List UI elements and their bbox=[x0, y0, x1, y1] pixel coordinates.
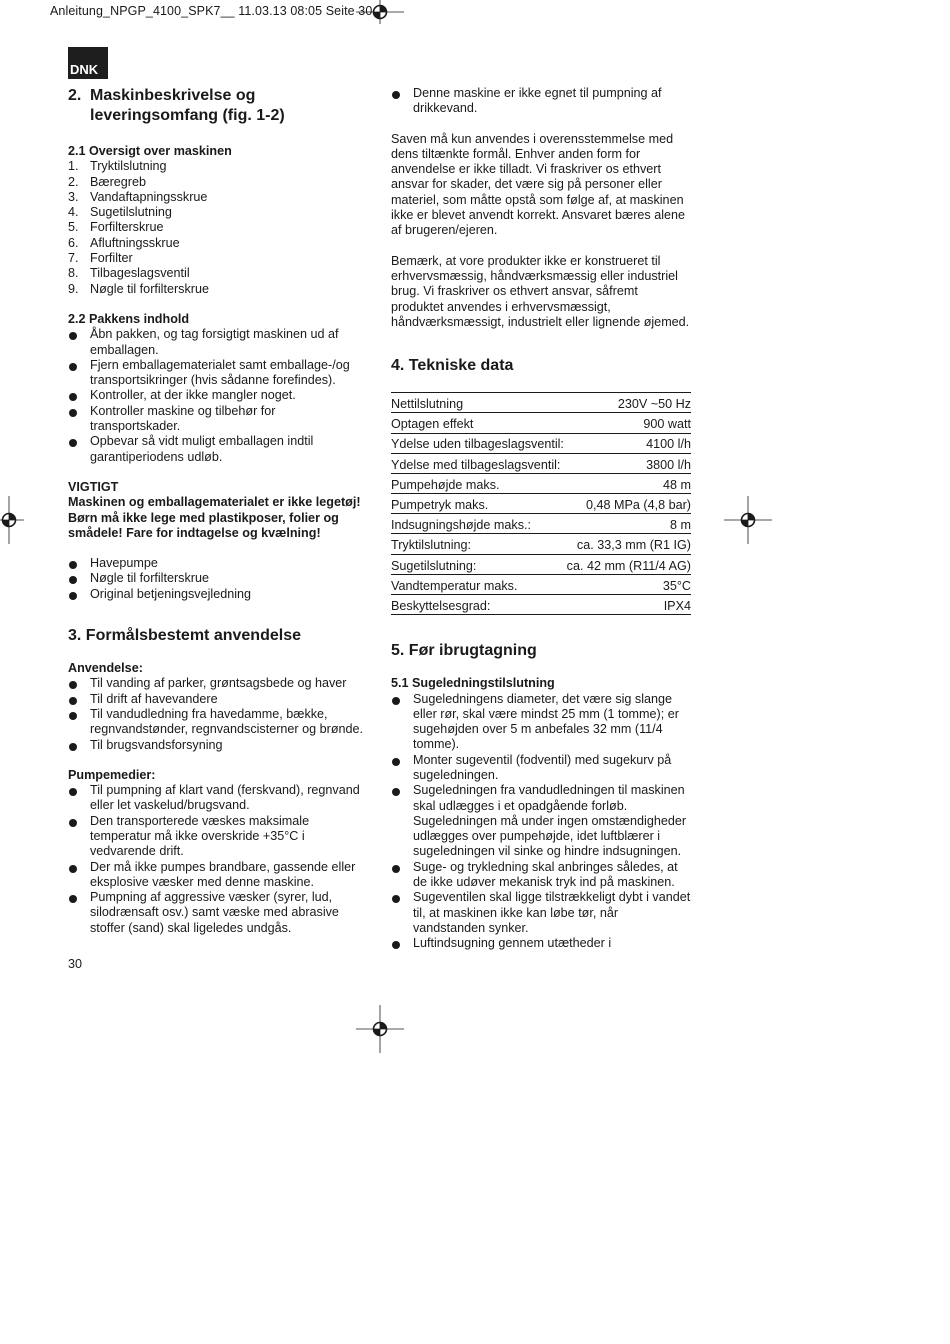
list-item: Suge- og trykledning skal anbringes således, at de ikke udøver mekanisk tryk ind på maskinen. bbox=[391, 860, 691, 891]
list-item: Fjern emballagematerialet samt emballage-/og transportsikringer (hvis sådanne forefindes). bbox=[68, 358, 368, 389]
list-item: Åbn pakken, og tag forsigtigt maskinen ud af emballagen. bbox=[68, 327, 368, 358]
section-5-heading: 5. Før ibrugtagning bbox=[391, 642, 537, 660]
bullet-icon bbox=[392, 865, 400, 873]
media-label: Pumpemedier: bbox=[68, 767, 156, 782]
bullet-icon bbox=[69, 439, 77, 447]
list-item: Kontroller, at der ikke mangler noget. bbox=[68, 388, 368, 403]
contents-list bbox=[68, 556, 368, 602]
list-item: 3. Vandaftapningsskrue bbox=[68, 189, 208, 204]
list-item: Sugeventilen skal ligge tilstrækkeligt dybt i vandet til, at maskinen ikke kan løbe tør, når vandstanden synker. bbox=[391, 890, 691, 936]
bullet-icon bbox=[392, 91, 400, 99]
table-row: Optagen effekt 900 watt bbox=[391, 413, 691, 433]
bullet-icon bbox=[69, 561, 77, 569]
warning-title: VIGTIGT bbox=[68, 479, 119, 494]
bullet-icon bbox=[69, 743, 77, 751]
table-row: Ydelse uden tilbageslagsventil: 4100 l/h bbox=[391, 433, 691, 453]
list-item: 5. Forfilterskrue bbox=[68, 220, 164, 235]
tech-data-table bbox=[391, 392, 691, 615]
list-item: Kontroller maskine og tilbehør for transportskader. bbox=[68, 404, 368, 435]
bullet-icon bbox=[69, 681, 77, 689]
subsection-5-1-heading: 5.1 Sugeledningstilslutning bbox=[391, 676, 555, 691]
subsection-2-1-heading: 2.1 Oversigt over maskinen bbox=[68, 144, 232, 158]
bullet-icon bbox=[392, 941, 400, 949]
bullet-icon bbox=[69, 393, 77, 401]
list-item: 9. Nøgle til forfilterskrue bbox=[68, 281, 209, 296]
bullet-icon bbox=[69, 697, 77, 705]
print-slug: Anleitung_NPGP_4100_SPK7__ 11.03.13 08:05 Seite 30 bbox=[50, 4, 373, 18]
list-item: Monter sugeventil (fodventil) med sugekurv på sugeledningen. bbox=[391, 753, 691, 784]
bullet-icon bbox=[392, 758, 400, 766]
list-item: Den transporterede væskes maksimale temperatur må ikke overskride +35°C i vedvarende drift. bbox=[68, 814, 368, 860]
bullet-icon bbox=[69, 788, 77, 796]
commercial-use-paragraph: Bemærk, at vore produkter ikke er konstrueret til erhvervsmæssig, håndværksmæssig eller industriel brug. Vi fraskriver os ethvert ansvar, såfremt produktet anvendes i erhvervsmæssigt, håndværksmæssigt, industrielt eller lignende øjemed. bbox=[391, 253, 690, 329]
list-item: Til vanding af parker, grøntsagsbede og haver bbox=[68, 676, 368, 691]
table-row: Tryktilslutning: ca. 33,3 mm (R1 IG) bbox=[391, 534, 691, 554]
list-item: Til pumpning af klart vand (ferskvand), regnvand eller let vaskelud/brugsvand. bbox=[68, 783, 368, 814]
table-row: Nettilslutning 230V ~50 Hz bbox=[391, 393, 691, 413]
list-item: 8. Tilbageslagsventil bbox=[68, 266, 190, 281]
list-item: 7. Forfilter bbox=[68, 251, 133, 266]
subsection-2-2-heading: 2.2 Pakkens indhold bbox=[68, 311, 190, 326]
list-item: Original betjeningsvejledning bbox=[68, 587, 368, 602]
package-steps-list bbox=[68, 327, 368, 465]
bullet-icon bbox=[392, 895, 400, 903]
bullet-icon bbox=[69, 592, 77, 600]
bullet-icon bbox=[392, 788, 400, 796]
bullet-icon bbox=[69, 865, 77, 873]
table-row: Pumpetryk maks. 0,48 MPa (4,8 bar) bbox=[391, 494, 691, 514]
list-item: Opbevar så vidt muligt emballagen indtil garantiperiodens udløb. bbox=[68, 434, 368, 465]
left-column bbox=[68, 86, 368, 936]
table-row: Beskyttelsesgrad: IPX4 bbox=[391, 595, 691, 615]
list-item: Nøgle til forfilterskrue bbox=[68, 571, 368, 586]
list-item: Til drift af havevandere bbox=[68, 692, 368, 707]
bullet-icon bbox=[69, 712, 77, 720]
registration-mark-bottom-icon bbox=[356, 1005, 404, 1053]
list-item: Pumpning af aggressive væsker (syrer, lud, silodrænsaft osv.) samt væske med abrasive stoffer (sand) skal ligeledes undgås. bbox=[68, 890, 368, 936]
section-3-heading: 3. Formålsbestemt anvendelse bbox=[68, 627, 301, 645]
media-list bbox=[68, 783, 368, 936]
bullet-icon bbox=[69, 895, 77, 903]
bullet-icon bbox=[69, 332, 77, 340]
list-item: 6. Afluftningsskrue bbox=[68, 235, 180, 250]
usage-list bbox=[68, 676, 368, 752]
table-row: Vandtemperatur maks. 35°C bbox=[391, 574, 691, 594]
list-item: 4. Sugetilslutning bbox=[68, 205, 172, 220]
list-item: Sugeledningens diameter, det være sig slange eller rør, skal være mindst 25 mm (1 tomme); er sugehøjden over 5 m anbefales 32 mm (11/4 tomme). bbox=[391, 692, 691, 753]
section-2-heading: 2. Maskinbeskrivelse og leveringsomfang (fig. 1-2) bbox=[68, 87, 285, 124]
list-item: Luftindsugning gennem utætheder i bbox=[391, 936, 691, 951]
bullet-icon bbox=[69, 576, 77, 584]
list-item: Der må ikke pumpes brandbare, gassende eller eksplosive væsker med denne maskine. bbox=[68, 860, 368, 891]
registration-mark-left-icon bbox=[0, 496, 24, 544]
list-item: Sugeledningen fra vandudledningen til maskinen skal udlægges i et opadgående forløb. Sugeledningen må under ingen omstændigheder udlægges over pumpehøjde, idet luftblærer i sugeledningen vil sinke og hindre indsugningen. bbox=[391, 783, 691, 859]
list-item: 2. Bæregreb bbox=[68, 174, 147, 189]
section-4-heading: 4. Tekniske data bbox=[391, 357, 514, 375]
table-row: Pumpehøjde maks. 48 m bbox=[391, 473, 691, 493]
usage-label: Anvendelse: bbox=[68, 661, 143, 676]
bullet-icon bbox=[392, 697, 400, 705]
list-item: Denne maskine er ikke egnet til pumpning af drikkevand. bbox=[391, 86, 691, 117]
language-badge: DNK bbox=[68, 47, 108, 79]
list-item: Havepumpe bbox=[68, 556, 368, 571]
registration-mark-right-icon bbox=[724, 496, 772, 544]
warning-text: Maskinen og emballagematerialet er ikke legetøj! Børn må ikke lege med plastikposer, folier og smådele! Fare for indtagelse og kvælning! bbox=[68, 495, 361, 540]
suction-steps-list bbox=[391, 692, 691, 952]
list-item: Til vandudledning fra havedamme, bække, regnvandstønder, regnvandscisterner og brønde. bbox=[68, 707, 368, 738]
right-column bbox=[391, 86, 691, 952]
page-number: 30 bbox=[68, 957, 83, 971]
registration-mark-top-icon bbox=[356, 0, 404, 24]
table-row: Ydelse med tilbageslagsventil: 3800 l/h bbox=[391, 453, 691, 473]
list-item: 1. Tryktilslutning bbox=[68, 159, 167, 174]
bullet-icon bbox=[69, 409, 77, 417]
intended-use-paragraph: Saven må kun anvendes i overensstemmelse med dens tiltænkte formål. Enhver anden form for anvendelse er ikke tilladt. Vi fraskriver os ethvert ansvar for skader, det være sig på personer eller materiel, som måtte opstå som følge af, at maskinen ikke er blevet anvendt korrekt. Ansvaret bæres alene af brugeren/ejeren. bbox=[391, 131, 686, 238]
bullet-icon bbox=[69, 363, 77, 371]
list-item: Til brugsvandsforsyning bbox=[68, 738, 368, 753]
table-row: Sugetilslutning: ca. 42 mm (R11/4 AG) bbox=[391, 554, 691, 574]
overview-list bbox=[68, 159, 368, 297]
table-row: Indsugningshøjde maks.: 8 m bbox=[391, 514, 691, 534]
drinking-water-list bbox=[391, 86, 691, 117]
bullet-icon bbox=[69, 819, 77, 827]
